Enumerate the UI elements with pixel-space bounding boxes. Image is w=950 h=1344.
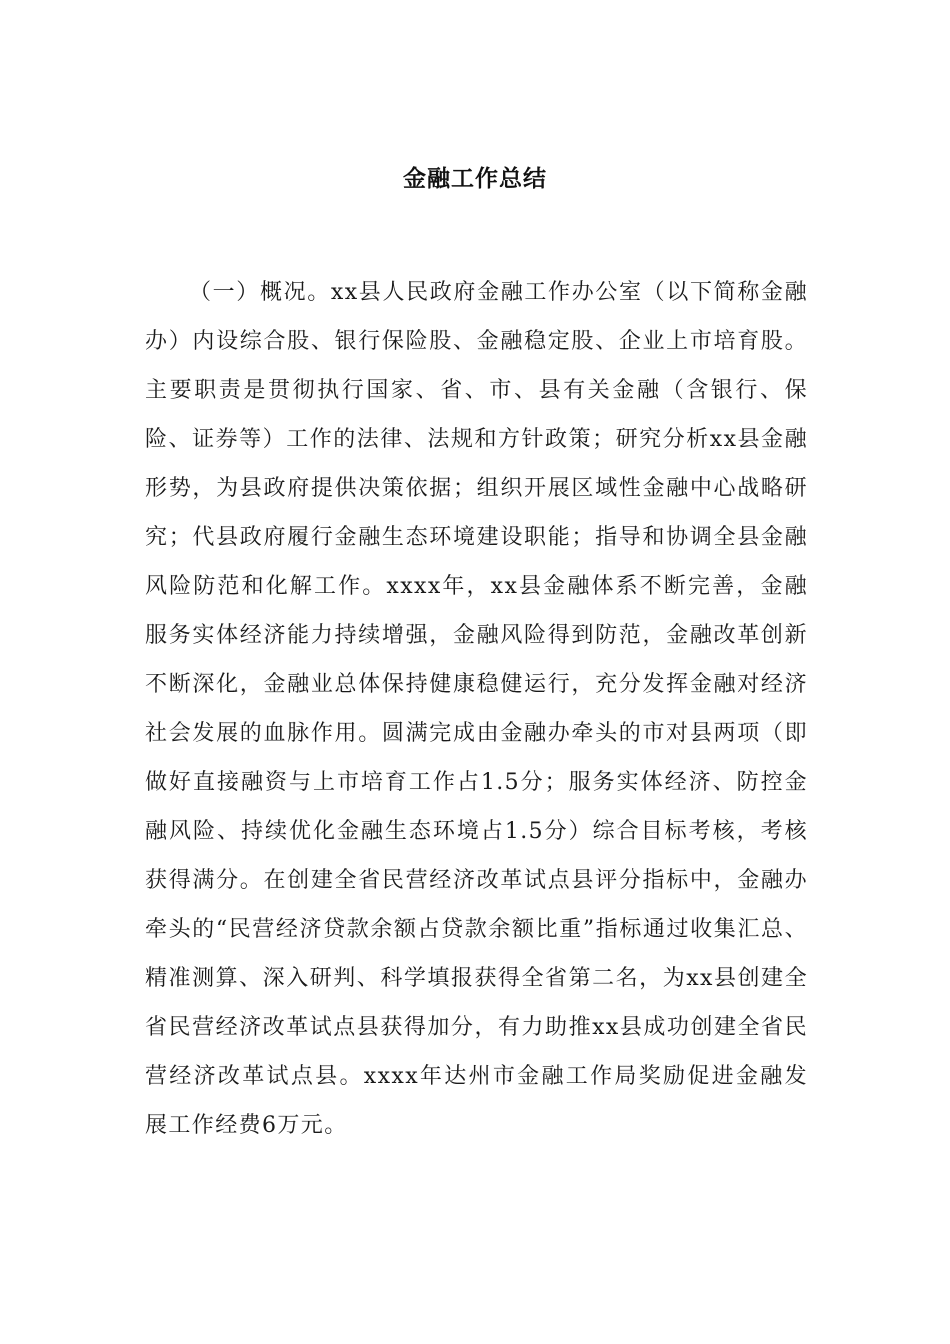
body-paragraph: （一）概况。xx县人民政府金融工作办公室（以下简称金融办）内设综合股、银行保险股、金融稳定股、企业上市培育股。主要职责是贯彻执行国家、省、市、县有关金融（含银行、保险、证券等）工作的法律、法规和方针政策；研究分析xx县金融形势，为县政府提供决策依据；组织开展区域性金融中心战略研究；代县政府履行金融生态环境建设职能；指导和协调全县金融风险防范和化解工作。xxxx年，xx县金融体系不断完善，金融服务实体经济能力持续增强，金融风险得到防范，金融改革创新不断深化，金融业总体保持健康稳健运行，充分发挥金融对经济社会发展的血脉作用。圆满完成由金融办牵头的市对县两项（即做好直接融资与上市培育工作占1.5分；服务实体经济、防控金融风险、持续优化金融生态环境占1.5分）综合目标考核，考核获得满分。在创建全省民营经济改革试点县评分指标中，金融办牵头的“民营经济贷款余额占贷款余额比重”指标通过收集汇总、精准测算、深入研判、科学填报获得全省第二名，为xx县创建全省民营经济改革试点县获得加分，有力助推xx县成功创建全省民营经济改革试点县。xxxx年达州市金融工作局奖励促进金融发展工作经费6万元。 <box>145 280 808 1138</box>
document-title: 金融工作总结 <box>403 166 547 192</box>
